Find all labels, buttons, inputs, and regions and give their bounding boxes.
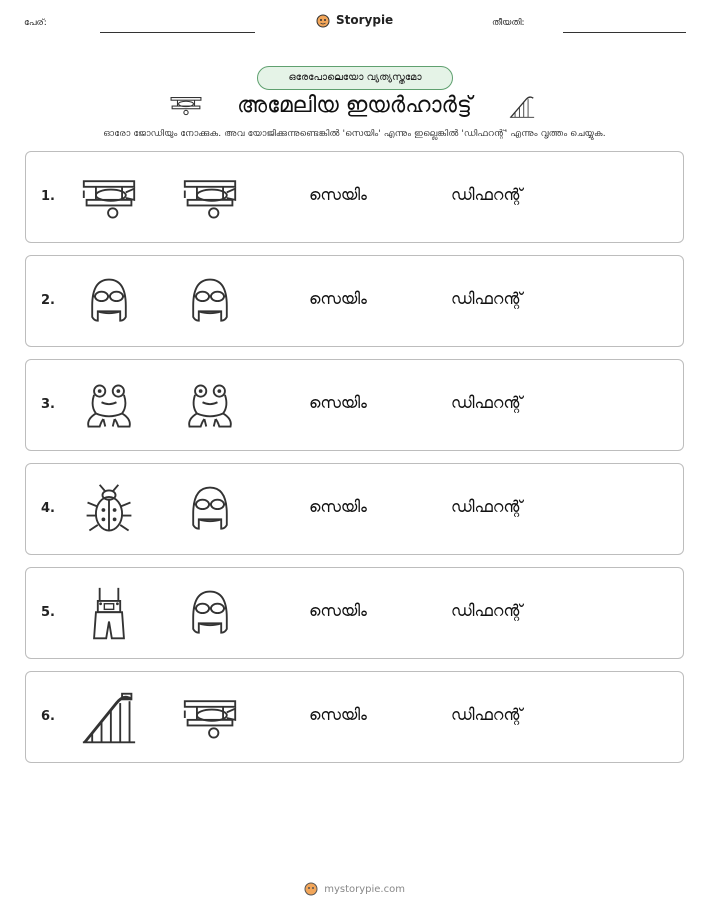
storypie-mascot-icon [316,14,330,28]
question-number: 5. [41,605,55,620]
date-line[interactable] [563,32,686,33]
footer [0,882,709,896]
question-number: 4. [41,501,55,516]
different-option[interactable]: ഡിഫറന്റ് [451,185,523,204]
aviator-cap-icon [182,586,238,642]
worksheet-type-badge: ഒരേപോലെയോ വ്യത്യസ്തമോ [257,66,453,90]
different-option[interactable]: ഡിഫറന്റ് [451,705,523,724]
brand-logo [0,13,709,28]
brand-name: Storypie [335,13,394,27]
question-number: 6. [41,709,55,724]
footer-url: mystorypie.com [324,884,405,895]
title-roller-coaster-icon [508,93,536,123]
name-label: പേര്: [24,18,47,28]
aviator-cap-icon [182,482,238,538]
overalls-icon [81,586,137,642]
name-line[interactable] [100,32,255,33]
different-option[interactable]: ഡിഫറന്റ് [451,497,523,516]
airplane-icon [182,170,238,226]
question-row [25,463,684,555]
question-number: 2. [41,293,55,308]
airplane-icon [182,690,238,746]
different-option[interactable]: ഡിഫറന്റ് [451,601,523,620]
question-row [25,151,684,243]
frog-icon [182,378,238,434]
different-option[interactable]: ഡിഫറന്റ് [451,393,523,412]
question-row [25,255,684,347]
storypie-mascot-icon [304,882,318,896]
roller-coaster-icon [81,690,137,746]
date-label: തീയതി: [492,18,525,28]
same-option[interactable]: സെയിം [309,393,367,412]
question-number: 3. [41,397,55,412]
different-option[interactable]: ഡിഫറന്റ് [451,289,523,308]
question-row [25,359,684,451]
question-number: 1. [41,189,55,204]
same-option[interactable]: സെയിം [309,497,367,516]
question-row [25,567,684,659]
frog-icon [81,378,137,434]
beetle-icon [81,482,137,538]
same-option[interactable]: സെയിം [309,289,367,308]
same-option[interactable]: സെയിം [309,601,367,620]
same-option[interactable]: സെയിം [309,705,367,724]
aviator-cap-icon [81,274,137,330]
same-option[interactable]: സെയിം [309,185,367,204]
page-title: അമേലിയ ഇയർഹാർട്ട് [237,93,472,118]
question-row [25,671,684,763]
aviator-cap-icon [182,274,238,330]
airplane-icon [81,170,137,226]
instructions: ഓരോ ജോഡിയും നോക്കുക. അവ യോജിക്കുന്നുണ്ടെങ്കിൽ 'സെയിം' എന്നും ഇല്ലെങ്കിൽ 'ഡിഫറന്റ്' എന്നും വൃത്തം ചെയ്യുക. [103,128,606,139]
